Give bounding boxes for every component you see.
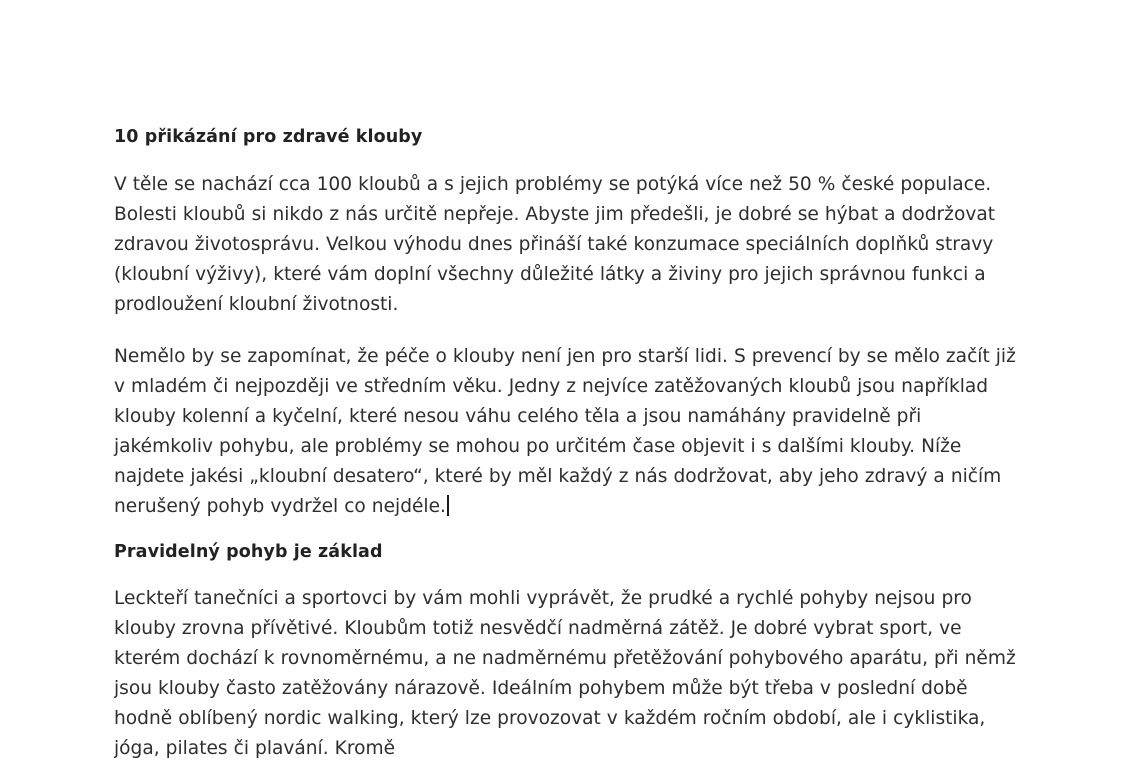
text-cursor-caret xyxy=(447,495,449,516)
spacer xyxy=(114,522,1022,541)
section-heading-commandments: 10 přikázání pro zdravé klouby xyxy=(114,127,423,147)
spacer xyxy=(114,564,1022,584)
paragraph-prevention[interactable] xyxy=(114,342,1022,522)
spacer xyxy=(114,149,1022,170)
section-heading-regular-movement: Pravidelný pohyb je základ xyxy=(114,542,383,563)
paragraph-intro-joints[interactable]: V těle se nachází cca 100 kloubů a s jejich problémy se potýká více než 50 % české populace. Bolesti kloubů si nikdo z nás určitě nepřeje. Abyste jim předešli, je dobré se hýbat a dodržovat zdravou životosprávu. Velkou výhodu dnes přináší také konzumace speciálních doplňků stravy (kloubní výživy), které vám doplní všechny důležité látky a živiny pro jejich správnou funkci a prodloužení kloubní životnosti. xyxy=(114,174,996,316)
paragraph-sports[interactable]: Leckteří tanečníci a sportovci by vám mohli vyprávět, že prudké a rychlé pohyby nejsou pro klouby zrovna přívětivé. Kloubům totiž nesvědčí nadměrná zátěž. Je dobré vybrat sport, ve kterém dochází k rovnoměrnému, a ne nadměrnému přetěžování pohybového aparátu, při němž jsou klouby často zatěžovány nárazově. Ideálním pohybem může být třeba v poslední době hodně oblíbený nordic walking, který lze provozovat v každém ročním období, ale i cyklistika, jóga, pilates či plavání. Kromě xyxy=(114,588,1016,760)
paragraph-prevention-text: Nemělo by se zapomínat, že péče o klouby není jen pro starší lidi. S prevencí by se mělo začít již v mladém či nejpozději ve středním věku. Jedny z nejvíce zatěžovaných kloubů jsou například klouby kolenní a kyčelní, které nesou váhu celého těla a jsou namáhány pravidelně při jakémkoliv pohybu, ale problémy se mohou po určitém čase objevit i s dalšími klouby. Níže najdete jakési „kloubní desatero“, které by měl každý z nás dodržovat, aby jeho zdravý a ničím nerušený pohyb vydržel co nejdéle. xyxy=(114,346,1016,518)
spacer xyxy=(114,320,1022,342)
document-text-column[interactable] xyxy=(114,126,1022,764)
